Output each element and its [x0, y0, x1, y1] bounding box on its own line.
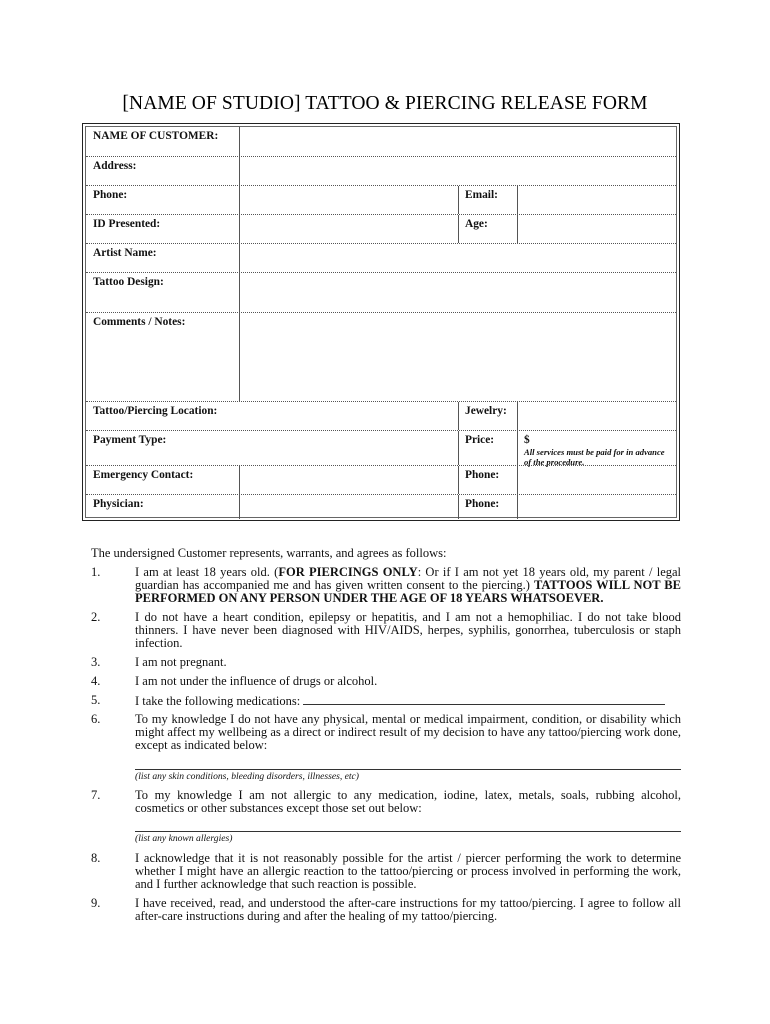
agreement-intro: The undersigned Customer represents, warrants, and agrees as follows:	[91, 546, 447, 560]
comments-label: Comments / Notes:	[93, 316, 186, 328]
row-location-jewelry	[86, 402, 676, 431]
address-label: Address:	[93, 160, 137, 172]
email-field[interactable]	[518, 186, 676, 214]
name-of-customer-field[interactable]	[240, 127, 676, 156]
name-of-customer-label: NAME OF CUSTOMER:	[93, 130, 219, 142]
emergency-contact-field[interactable]	[240, 466, 457, 494]
tattoo-design-label: Tattoo Design:	[93, 276, 164, 288]
phone-field[interactable]	[240, 186, 457, 214]
row-address	[86, 157, 676, 186]
comments-field[interactable]	[240, 313, 676, 401]
row-name-of-customer	[86, 127, 676, 157]
id-presented-label: ID Presented:	[93, 218, 161, 230]
location-label: Tattoo/Piercing Location:	[93, 405, 218, 417]
jewelry-label: Jewelry:	[465, 405, 507, 417]
price-currency: $	[524, 434, 530, 446]
row-phone-email	[86, 186, 676, 215]
row-emergency-contact	[86, 466, 676, 495]
price-field[interactable]	[518, 431, 676, 465]
row-id-age	[86, 215, 676, 244]
release-form-table	[82, 123, 680, 521]
conditions-input-line[interactable]	[135, 769, 681, 770]
price-label: Price:	[465, 434, 495, 446]
address-field[interactable]	[240, 157, 676, 185]
payment-type-label: Payment Type:	[93, 434, 167, 446]
emergency-contact-label: Emergency Contact:	[93, 469, 194, 481]
email-label: Email:	[465, 189, 498, 201]
id-presented-field[interactable]	[240, 215, 457, 243]
page-title: [NAME OF STUDIO] TATTOO & PIERCING RELEASE FORM	[122, 93, 648, 114]
tattoo-design-field[interactable]	[240, 273, 676, 312]
medications-input-line[interactable]	[303, 694, 665, 705]
phone-label: Phone:	[93, 189, 128, 201]
artist-name-field[interactable]	[240, 244, 676, 272]
location-field[interactable]	[240, 402, 457, 430]
row-physician	[86, 495, 676, 519]
row-artist-name	[86, 244, 676, 273]
conditions-hint: (list any skin conditions, bleeding disorders, illnesses, etc)	[135, 771, 360, 782]
allergies-hint: (list any known allergies)	[135, 833, 233, 844]
emergency-phone-label: Phone:	[465, 469, 500, 481]
age-field[interactable]	[518, 215, 676, 243]
row-payment-price	[86, 431, 676, 466]
row-tattoo-design	[86, 273, 676, 313]
physician-field[interactable]	[240, 495, 457, 519]
physician-phone-field[interactable]	[518, 495, 676, 519]
payment-type-field[interactable]	[240, 431, 457, 465]
row-comments	[86, 313, 676, 402]
physician-label: Physician:	[93, 498, 144, 510]
physician-phone-label: Phone:	[465, 498, 500, 510]
price-note: All services must be paid for in advance of the procedure.	[524, 447, 665, 467]
artist-name-label: Artist Name:	[93, 247, 157, 259]
age-label: Age:	[465, 218, 488, 230]
jewelry-field[interactable]	[518, 402, 676, 430]
allergies-input-line[interactable]	[135, 831, 681, 832]
emergency-phone-field[interactable]	[518, 466, 676, 494]
